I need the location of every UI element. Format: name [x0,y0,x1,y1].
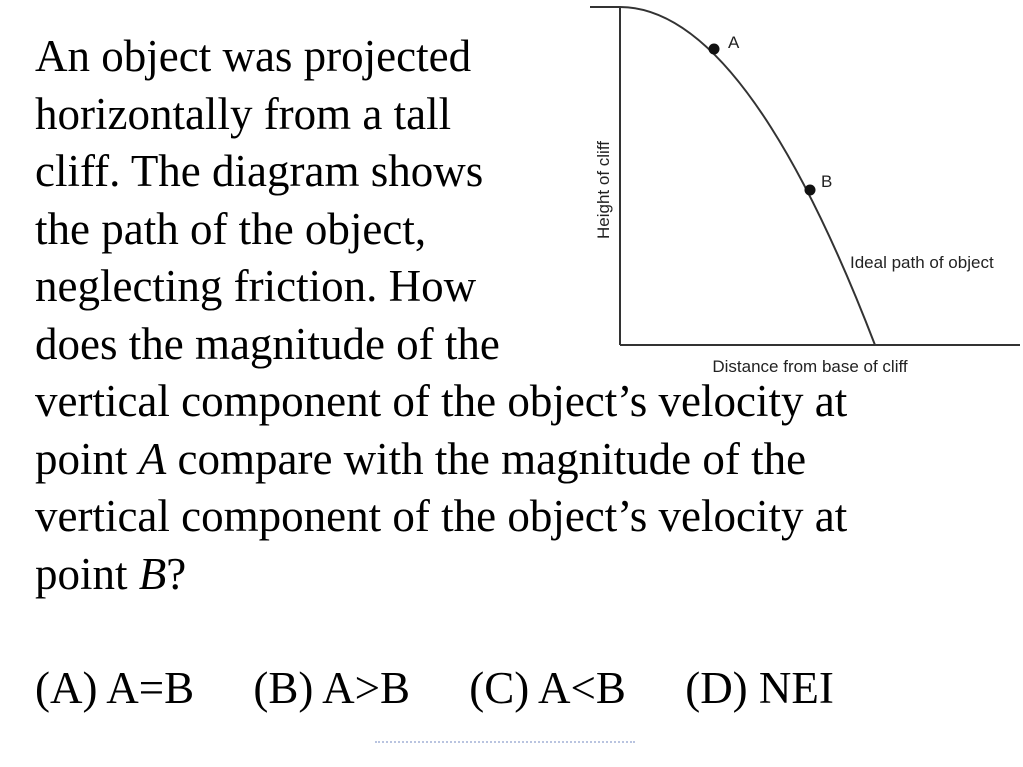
question-line: vertical component of the object’s velocity at [35,376,848,426]
point-a-label: A [728,33,740,52]
answer-choices [35,662,882,714]
question-text-fragment: point [35,433,139,484]
question-text-fragment: point [35,548,139,599]
choice-b[interactable]: (B) A>B [253,663,411,713]
question-line: vertical component of the object’s velocity at [35,491,848,541]
choice-d[interactable]: (D) NEI [685,663,834,713]
point-a-variable: A [138,433,167,484]
y-axis-label: Height of cliff [594,141,613,239]
choice-c[interactable]: (C) A<B [469,663,626,713]
question-line: An object was projected [35,31,472,81]
question-line [35,546,847,604]
question-line: horizontally from a tall [35,88,452,139]
question-text-fragment: ? [166,548,187,599]
question-line: cliff. The diagram shows [35,146,484,196]
curve-label: Ideal path of object [850,253,994,272]
point-a-dot [709,44,720,55]
choice-a[interactable]: (A) A=B [35,663,195,713]
question-line: the path of the object, [35,203,427,254]
point-b-dot [805,185,816,196]
question-line: does the magnitude of the [35,318,500,369]
cliff-diagram [585,0,1023,385]
point-b-label: B [821,172,833,191]
question-text-fragment: compare with the magnitude of the [166,433,807,484]
question-line: neglecting friction. How [35,261,477,311]
point-b-variable: B [138,548,167,599]
trajectory-curve [620,7,875,345]
footer-divider [375,737,635,743]
question-line [35,431,847,489]
x-axis-label: Distance from base of cliff [712,357,908,376]
